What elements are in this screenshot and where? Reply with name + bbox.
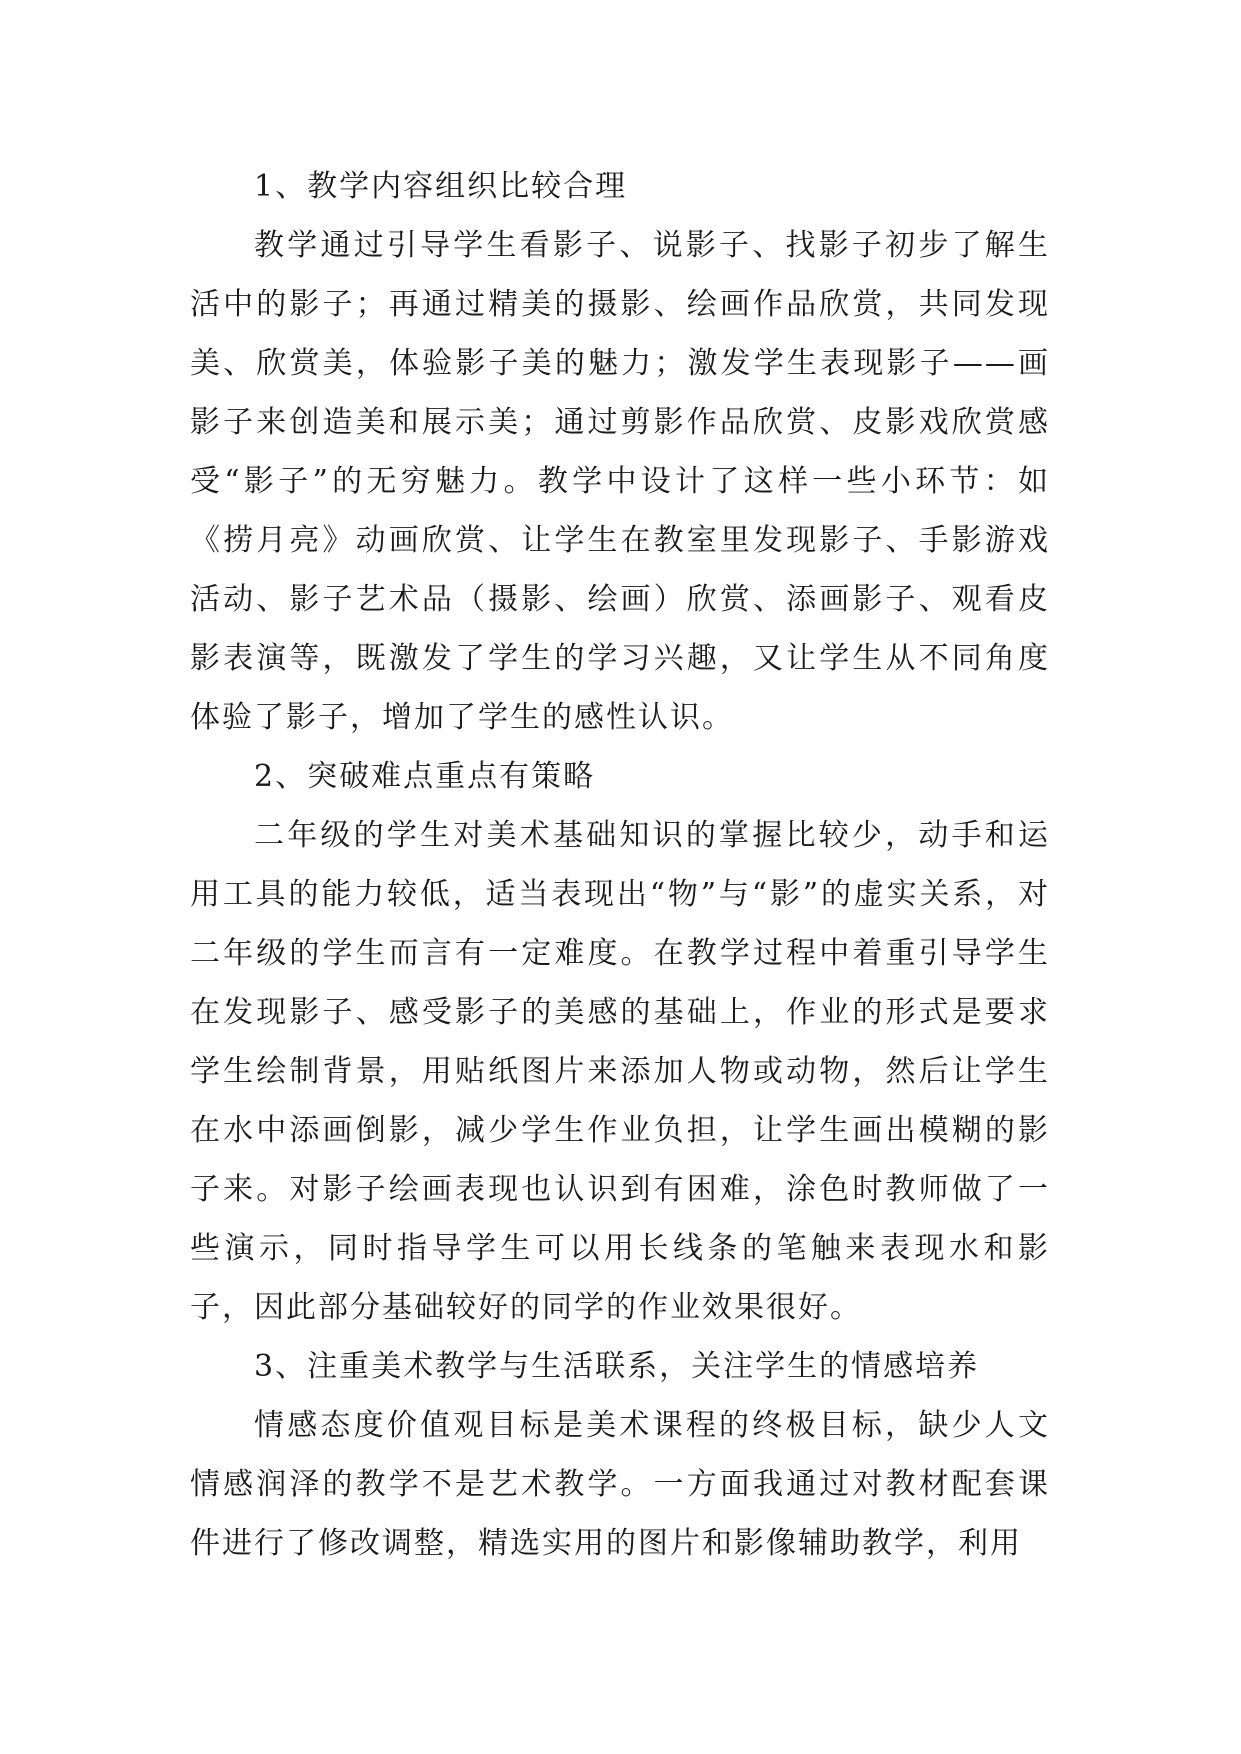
section-heading-3: 3、注重美术教学与生活联系，关注学生的情感培养 [254,1349,980,1384]
document-body [190,157,1050,1573]
paragraph-3: 情感态度价值观目标是美术课程的终极目标，缺少人文情感润泽的教学不是艺术教学。一方面我通过对教材配套课件进行了修改调整，精选实用的图片和影像辅助教学，利用 [190,1408,1050,1561]
paragraph-2: 二年级的学生对美术基础知识的掌握比较少，动手和运用工具的能力较低，适当表现出“物”与“影”的虚实关系，对二年级的学生而言有一定难度。在教学过程中着重引导学生在发现影子、感受影子的美感的基础上，作业的形式是要求学生绘制背景，用贴纸图片来添加人物或动物，然后让学生在水中添画倒影，减少学生作业负担，让学生画出模糊的影子来。对影子绘画表现也认识到有困难，涂色时教师做了一些演示，同时指导学生可以用长线条的笔触来表现水和影子，因此部分基础较好的同学的作业效果很好。 [190,818,1050,1325]
section-heading-2: 2、突破难点重点有策略 [254,759,596,794]
section-heading-1: 1、教学内容组织比较合理 [254,169,628,204]
paragraph-1: 教学通过引导学生看影子、说影子、找影子初步了解生活中的影子；再通过精美的摄影、绘画作品欣赏，共同发现美、欣赏美，体验影子美的魅力；激发学生表现影子——画影子来创造美和展示美；通过剪影作品欣赏、皮影戏欣赏感受“影子”的无穷魅力。教学中设计了这样一些小环节：如《捞月亮》动画欣赏、让学生在教室里发现影子、手影游戏活动、影子艺术品（摄影、绘画）欣赏、添画影子、观看皮影表演等，既激发了学生的学习兴趣，又让学生从不同角度体验了影子，增加了学生的感性认识。 [190,228,1050,735]
